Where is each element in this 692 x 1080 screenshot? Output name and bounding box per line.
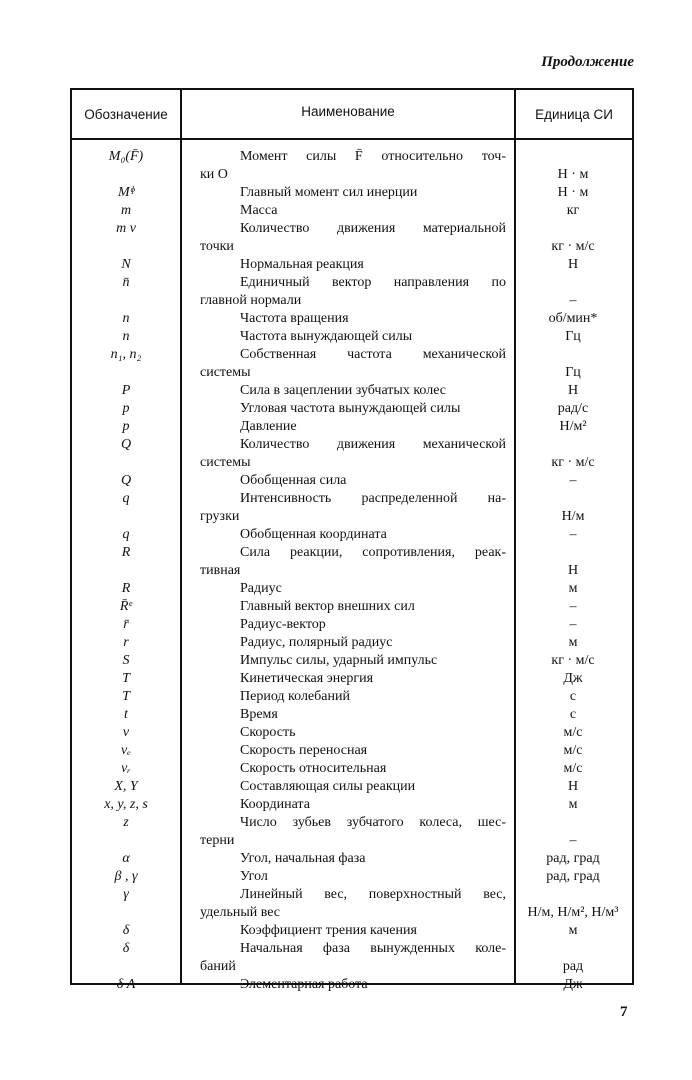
- row-unit: кг · м/с: [551, 455, 595, 470]
- row-symbol: δ: [122, 923, 130, 938]
- row-unit: Н: [567, 257, 579, 272]
- row-unit: [514, 436, 632, 454]
- row-name: Время: [240, 707, 278, 722]
- row-name: Начальная фаза вынужденных коле-: [240, 941, 506, 956]
- row-symbol: [72, 454, 180, 472]
- table-row: [72, 580, 632, 598]
- row-name: Кинетическая энергия: [240, 671, 374, 686]
- row-unit: рад: [562, 959, 584, 974]
- row-name: Обобщенная сила: [240, 473, 347, 488]
- row-name: Масса: [240, 203, 278, 218]
- row-name: главной нормали: [200, 293, 302, 308]
- row-unit: Н: [567, 779, 579, 794]
- table-row: [72, 544, 632, 580]
- table-row: [72, 490, 632, 526]
- row-name: Момент силы F̄ относительно точ-: [240, 149, 506, 164]
- row-unit: –: [569, 599, 577, 614]
- row-name: Составляющая силы реакции: [240, 779, 416, 794]
- row-symbol: m: [120, 203, 132, 218]
- row-unit: Гц: [565, 329, 581, 344]
- row-symbol: m v: [116, 221, 136, 236]
- row-symbol: n: [122, 329, 130, 344]
- row-unit: Н: [567, 383, 579, 398]
- row-unit: [514, 148, 632, 166]
- row-name: Собственная частота механической: [240, 347, 506, 362]
- row-symbol: S: [122, 653, 130, 668]
- continuation-label: Продолжение: [541, 54, 634, 70]
- table-row: [72, 346, 632, 382]
- row-unit: м: [568, 797, 578, 812]
- row-unit: [514, 274, 632, 292]
- row-name: Радиус-вектор: [240, 617, 326, 632]
- row-name: Линейный вес, поверхностный вес,: [240, 887, 506, 902]
- row-name: Количество движения материальной: [240, 221, 506, 236]
- row-name: Давление: [240, 419, 297, 434]
- row-unit: Н/м, Н/м², Н/м³: [527, 905, 619, 920]
- table-row: [72, 976, 632, 994]
- row-name: удельный вес: [200, 905, 281, 920]
- row-unit: [514, 220, 632, 238]
- table-body: [72, 148, 632, 994]
- row-unit: Дж: [563, 671, 583, 686]
- table-row: [72, 310, 632, 328]
- row-unit: Н/м: [561, 509, 585, 524]
- table-row: [72, 202, 632, 220]
- row-name: Интенсивность распределенной на-: [240, 491, 506, 506]
- row-name: Импульс силы, ударный импульс: [240, 653, 438, 668]
- row-symbol: n₁, n₂: [110, 347, 142, 362]
- row-name: Сила реакции, сопротивления, реак-: [240, 545, 506, 560]
- table-row: [72, 634, 632, 652]
- page-number: 7: [620, 1004, 628, 1020]
- row-unit: Н: [567, 563, 579, 578]
- row-symbol: [72, 238, 180, 256]
- row-symbol: X, Y: [114, 779, 138, 794]
- row-name: Радиус, полярный радиус: [240, 635, 393, 650]
- row-symbol: [72, 292, 180, 310]
- row-unit: рад, град: [546, 869, 600, 884]
- row-name: Сила в зацеплении зубчатых колес: [240, 383, 446, 398]
- row-unit: м/с: [563, 743, 583, 758]
- table-row: [72, 400, 632, 418]
- row-symbol: Mᶲ: [117, 185, 134, 200]
- row-name: Угол: [240, 869, 268, 884]
- row-symbol: R: [121, 581, 131, 596]
- row-name: системы: [200, 455, 251, 470]
- units-table: [70, 88, 634, 992]
- table-row: [72, 418, 632, 436]
- row-unit: рад, град: [546, 851, 600, 866]
- row-name: Обобщенная координата: [240, 527, 387, 542]
- table-row: [72, 778, 632, 796]
- row-unit: Гц: [565, 365, 581, 380]
- header-name: Наименование: [301, 104, 395, 119]
- row-name: системы: [200, 365, 251, 380]
- table-row: [72, 706, 632, 724]
- row-name: Скорость переносная: [240, 743, 368, 758]
- table-row: [72, 886, 632, 922]
- header-symbol: Обозначение: [84, 106, 168, 122]
- row-unit: Н · м: [557, 167, 589, 182]
- row-unit: –: [569, 527, 577, 542]
- row-name: Радиус: [240, 581, 282, 596]
- row-name: Единичный вектор направления по: [240, 275, 506, 290]
- row-name: точки: [200, 239, 234, 254]
- row-unit: Н/м²: [559, 419, 587, 434]
- row-symbol: vᵣ: [121, 761, 131, 776]
- table-row: [72, 472, 632, 490]
- row-name: Количество движения механической: [240, 437, 506, 452]
- table-row: [72, 760, 632, 778]
- row-symbol: [72, 166, 180, 184]
- row-name: Частота вынуждающей силы: [240, 329, 413, 344]
- row-unit: [514, 346, 632, 364]
- row-unit: кг · м/с: [551, 653, 595, 668]
- row-unit: рад/с: [557, 401, 589, 416]
- row-unit: м: [568, 923, 578, 938]
- table-row: [72, 868, 632, 886]
- row-symbol: α: [122, 851, 130, 866]
- row-symbol: γ: [123, 887, 129, 902]
- row-symbol: Q: [120, 437, 132, 452]
- row-symbol: r̄: [123, 617, 129, 632]
- row-unit: м/с: [563, 725, 583, 740]
- row-name: грузки: [200, 509, 240, 524]
- table-row: [72, 274, 632, 310]
- table-row: [72, 256, 632, 274]
- table-row: [72, 598, 632, 616]
- row-unit: [514, 814, 632, 832]
- row-symbol: M₀(F̄): [108, 149, 144, 164]
- row-symbol: v: [122, 725, 130, 740]
- row-name: Угол, начальная фаза: [240, 851, 366, 866]
- table-row: [72, 652, 632, 670]
- row-unit: кг · м/с: [551, 239, 595, 254]
- table-row: [72, 670, 632, 688]
- header-unit: Единица СИ: [535, 106, 613, 122]
- row-symbol: R̄ᵉ: [119, 599, 133, 614]
- row-name: терни: [200, 833, 235, 848]
- row-symbol: R: [121, 545, 131, 560]
- row-symbol: [72, 832, 180, 850]
- row-symbol: x, y, z, s: [104, 797, 148, 812]
- table-row: [72, 724, 632, 742]
- row-unit: Дж: [563, 977, 583, 992]
- row-unit: –: [569, 833, 577, 848]
- row-symbol: Q: [120, 473, 132, 488]
- row-unit: [514, 940, 632, 958]
- row-unit: с: [569, 707, 577, 722]
- row-symbol: t: [124, 707, 128, 722]
- row-symbol: [72, 562, 180, 580]
- table-row: [72, 220, 632, 256]
- table-row: [72, 742, 632, 760]
- row-symbol: [72, 958, 180, 976]
- table-row: [72, 184, 632, 202]
- table-row: [72, 616, 632, 634]
- row-name: Нормальная реакция: [240, 257, 364, 272]
- row-name: Коэффициент трения качения: [240, 923, 417, 938]
- row-unit: –: [569, 473, 577, 488]
- table-row: [72, 940, 632, 976]
- row-name: баний: [200, 959, 236, 974]
- row-symbol: [72, 364, 180, 382]
- row-unit: с: [569, 689, 577, 704]
- row-name: Скорость: [240, 725, 296, 740]
- row-unit: [514, 544, 632, 562]
- row-symbol: P: [121, 383, 131, 398]
- row-symbol: β , γ: [114, 869, 138, 884]
- row-name: Число зубьев зубчатого колеса, шес-: [240, 815, 506, 830]
- row-unit: м: [568, 635, 578, 650]
- row-unit: м: [568, 581, 578, 596]
- table-row: [72, 526, 632, 544]
- row-symbol: n̄: [122, 275, 130, 290]
- row-name: Частота вращения: [240, 311, 349, 326]
- row-symbol: p: [122, 401, 130, 416]
- row-unit: об/мин*: [548, 311, 598, 326]
- row-name: Угловая частота вынуждающей силы: [240, 401, 461, 416]
- table-row: [72, 814, 632, 850]
- row-symbol: z: [123, 815, 129, 830]
- row-name: Главный момент сил инерции: [240, 185, 418, 200]
- row-name: Главный вектор внешних сил: [240, 599, 415, 614]
- row-unit: –: [569, 617, 577, 632]
- row-symbol: r: [123, 635, 129, 650]
- row-name: Координата: [240, 797, 310, 812]
- row-name: ки O: [200, 167, 228, 182]
- row-symbol: p: [122, 419, 130, 434]
- row-unit: [514, 886, 632, 904]
- table-row: [72, 796, 632, 814]
- row-name: Скорость относительная: [240, 761, 387, 776]
- row-unit: кг: [566, 203, 580, 218]
- row-symbol: T: [122, 671, 130, 686]
- table-row: [72, 850, 632, 868]
- table-row: [72, 436, 632, 472]
- row-symbol: vₑ: [121, 743, 131, 758]
- row-unit: м/с: [563, 761, 583, 776]
- table-row: [72, 382, 632, 400]
- row-unit: –: [569, 293, 577, 308]
- row-symbol: δ: [122, 941, 130, 956]
- table-row: [72, 328, 632, 346]
- header-divider: [72, 138, 632, 140]
- row-unit: [514, 490, 632, 508]
- row-unit: Н · м: [557, 185, 589, 200]
- row-symbol: q: [122, 527, 130, 542]
- table-row: [72, 688, 632, 706]
- row-symbol: N: [121, 257, 131, 272]
- row-symbol: [72, 508, 180, 526]
- row-symbol: q: [122, 491, 130, 506]
- row-symbol: n: [122, 311, 130, 326]
- row-symbol: [72, 904, 180, 922]
- row-name: Элементарная работа: [240, 977, 368, 992]
- row-symbol: T: [122, 689, 130, 704]
- row-symbol: δ A: [116, 977, 136, 992]
- row-name: тивная: [200, 563, 241, 578]
- row-name: Период колебаний: [240, 689, 350, 704]
- table-row: [72, 148, 632, 184]
- table-row: [72, 922, 632, 940]
